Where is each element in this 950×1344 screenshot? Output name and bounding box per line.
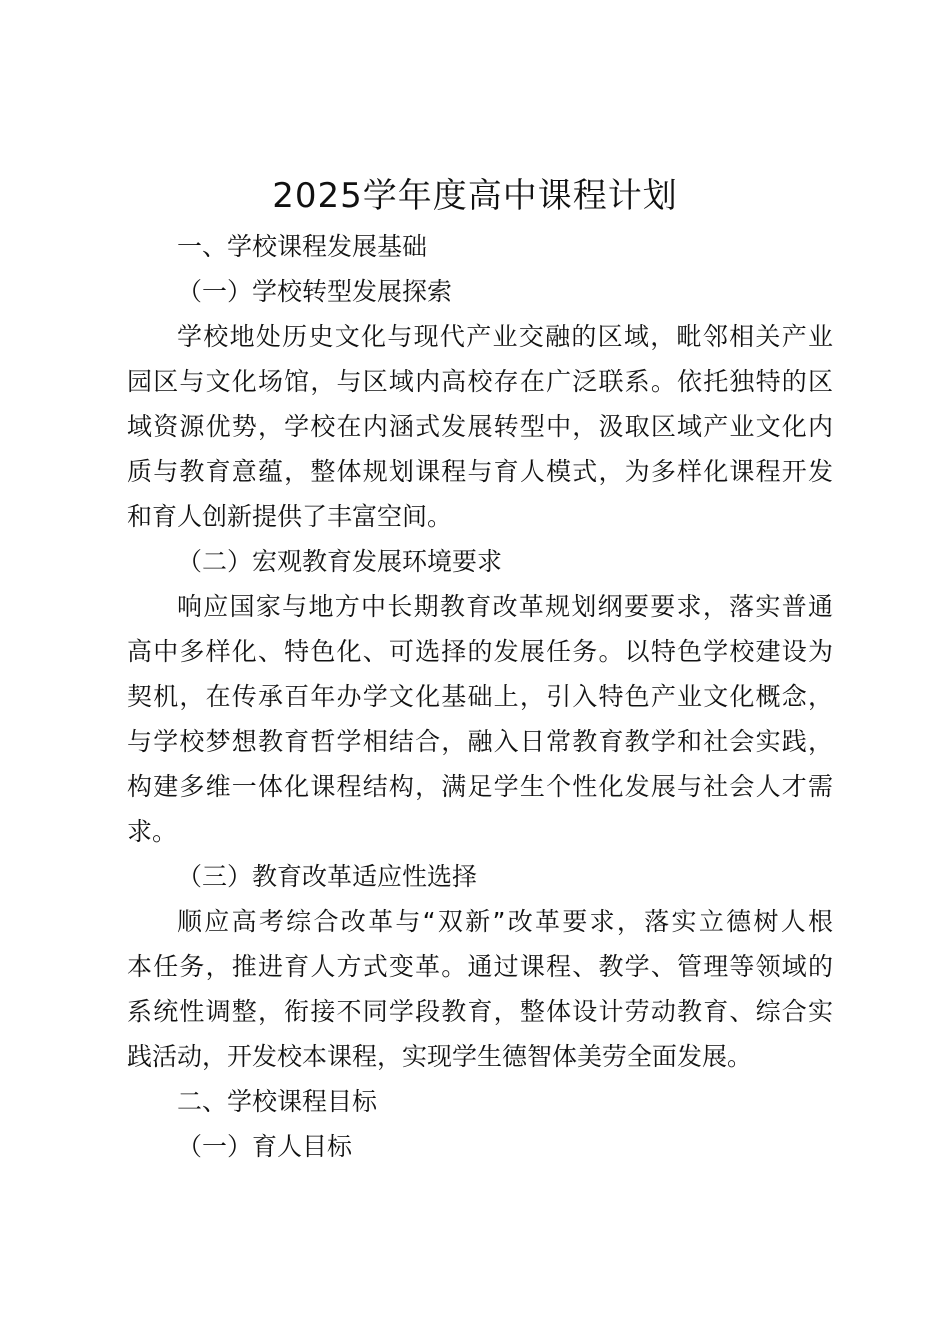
paragraph-line: 顺应高考综合改革与“双新”改革要求，落实立德树人根 [177, 907, 833, 936]
document-body [127, 224, 833, 1169]
paragraph-line: 契机，在传承百年办学文化基础上，引入特色产业文化概念， [127, 682, 833, 711]
paragraph-line: 质与教育意蕴，整体规划课程与育人模式，为多样化课程开发 [127, 457, 833, 486]
paragraph-line: 与学校梦想教育哲学相结合，融入日常教育教学和社会实践， [127, 727, 833, 756]
paragraph-1-2 [127, 584, 833, 854]
paragraph-line: 和育人创新提供了丰富空间。 [127, 502, 453, 531]
subsection-heading-1-1: （一）学校转型发展探索 [177, 277, 453, 306]
paragraph-line: 响应国家与地方中长期教育改革规划纲要要求，落实普通 [177, 592, 833, 621]
paragraph-line: 域资源优势，学校在内涵式发展转型中，汲取区域产业文化内 [127, 412, 833, 441]
paragraph-line: 高中多样化、特色化、可选择的发展任务。以特色学校建设为 [127, 637, 833, 666]
section-heading-1: 一、学校课程发展基础 [177, 232, 428, 261]
paragraph-line: 践活动，开发校本课程，实现学生德智体美劳全面发展。 [127, 1042, 753, 1071]
paragraph-line: 本任务，推进育人方式变革。通过课程、教学、管理等领域的 [127, 952, 833, 981]
paragraph-line: 构建多维一体化课程结构，满足学生个性化发展与社会人才需 [127, 772, 833, 801]
paragraph-1-1 [127, 314, 833, 539]
paragraph-line: 学校地处历史文化与现代产业交融的区域，毗邻相关产业 [177, 322, 833, 351]
subsection-heading-2-1: （一）育人目标 [177, 1132, 353, 1161]
subsection-heading-1-3: （三）教育改革适应性选择 [177, 862, 478, 891]
paragraph-line: 园区与文化场馆，与区域内高校存在广泛联系。依托独特的区 [127, 367, 833, 396]
paragraph-line: 求。 [127, 817, 178, 846]
paragraph-line: 系统性调整，衔接不同学段教育，整体设计劳动教育、综合实 [127, 997, 833, 1026]
subsection-heading-1-2: （二）宏观教育发展环境要求 [177, 547, 503, 576]
section-heading-2: 二、学校课程目标 [177, 1087, 378, 1116]
paragraph-1-3 [127, 899, 833, 1079]
document-title: 2025学年度高中课程计划 [272, 176, 678, 216]
